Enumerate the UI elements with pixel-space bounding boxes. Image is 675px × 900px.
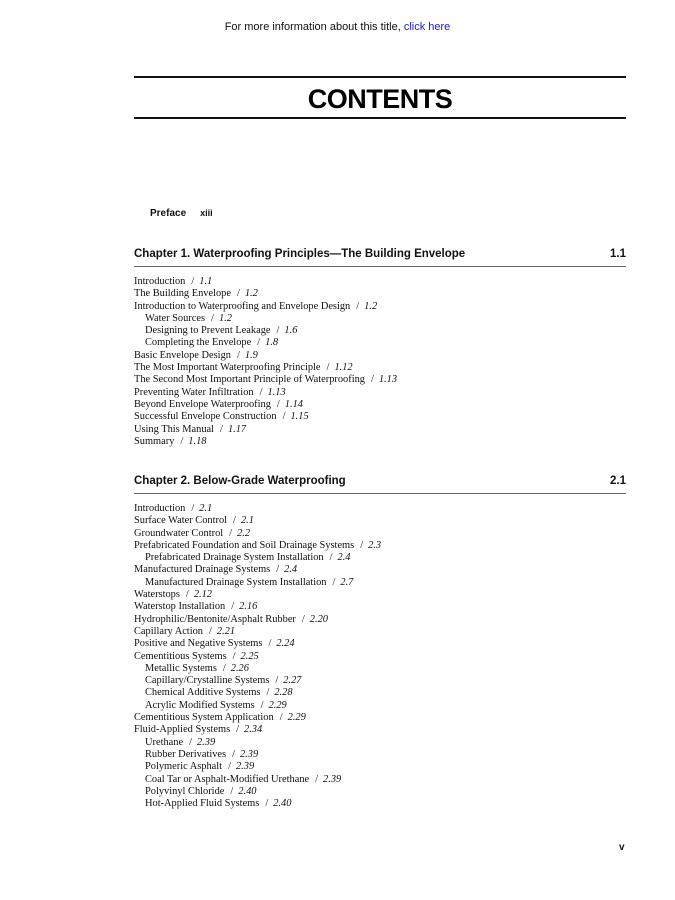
toc-entry-title: Cementitious System Application	[134, 712, 274, 724]
toc-entry[interactable]	[134, 663, 626, 675]
toc-entry-page: 2.3	[368, 539, 382, 551]
info-line	[0, 21, 675, 33]
toc-entry-page: 2.1	[240, 515, 254, 527]
toc-entry-title: Acrylic Modified Systems	[145, 699, 255, 711]
toc-entry[interactable]	[134, 411, 626, 423]
toc-entry[interactable]	[134, 651, 626, 663]
toc-entry-title: Designing to Prevent Leakage	[145, 325, 271, 337]
toc-entry-title: Rubber Derivatives	[145, 748, 227, 760]
toc-entry-title: Introduction	[134, 276, 186, 287]
toc-entry[interactable]	[134, 626, 626, 638]
toc-entry[interactable]	[134, 761, 626, 773]
toc-separator: /	[257, 337, 261, 349]
toc-separator: /	[236, 724, 240, 736]
toc-separator: /	[276, 398, 280, 410]
toc-entry-title: Capillary/Crystalline Systems	[145, 675, 270, 687]
preface-label: Preface	[150, 208, 187, 219]
toc-entry-page: 2.16	[239, 601, 258, 613]
toc-separator: /	[260, 699, 264, 711]
toc-entry[interactable]	[134, 564, 626, 576]
preface-page: xiii	[200, 208, 213, 218]
toc-entry[interactable]	[134, 325, 626, 337]
toc-entry[interactable]	[134, 749, 626, 761]
toc-entry-page: 1.14	[284, 398, 303, 410]
toc-separator: /	[189, 736, 192, 748]
toc-entry-title: Manufactured Drainage System Installation	[145, 576, 327, 588]
toc-entry-title: Using This Manual	[134, 423, 215, 435]
toc-separator: /	[233, 515, 236, 527]
toc-separator: /	[356, 300, 360, 312]
chapter-1-heading[interactable]	[134, 248, 626, 267]
toc-entry[interactable]	[134, 301, 626, 313]
toc-separator: /	[230, 785, 234, 797]
toc-entry-page: 1.2	[364, 300, 378, 312]
toc-entry-page: 1.2	[218, 312, 232, 324]
toc-entry[interactable]	[134, 399, 626, 411]
toc-entry[interactable]	[134, 528, 626, 540]
toc-entry-title: Polymeric Asphalt	[145, 761, 223, 773]
toc-separator: /	[332, 576, 336, 588]
toc-entry[interactable]	[134, 638, 626, 650]
toc-separator: /	[191, 503, 195, 514]
toc-separator: /	[222, 662, 226, 674]
click-here-link[interactable]: click here	[403, 21, 451, 33]
toc-entry-page: 1.2	[244, 288, 258, 300]
toc-entry-title: Polyvinyl Chloride	[145, 785, 225, 797]
toc-separator: /	[276, 564, 280, 576]
page-number: v	[619, 842, 625, 853]
toc-entry-title: The Building Envelope	[134, 288, 231, 300]
preface-entry[interactable]	[150, 208, 213, 219]
toc-entry-title: Fluid-Applied Systems	[134, 724, 231, 736]
toc-entry-page: 2.27	[283, 675, 302, 687]
toc-separator: /	[211, 312, 214, 324]
chapter-title: Chapter 2. Below-Grade Waterproofing	[134, 475, 346, 487]
toc-separator: /	[259, 386, 263, 398]
toc-entry[interactable]	[134, 424, 626, 436]
toc-entry-page: 2.26	[230, 662, 249, 674]
toc-entry-title: Chemical Additive Systems	[145, 687, 261, 699]
toc-entry-title: Completing the Envelope	[145, 337, 252, 349]
toc-separator: /	[326, 362, 330, 374]
chapter-2-entries	[134, 503, 626, 810]
toc-entry-page: 1.9	[244, 349, 258, 361]
toc-entry-page: 2.40	[273, 798, 292, 810]
toc-entry[interactable]	[134, 774, 626, 786]
page-title: CONTENTS	[307, 84, 453, 114]
toc-separator: /	[220, 423, 223, 435]
toc-entry-page: 2.2	[237, 527, 251, 539]
chapter-2-heading[interactable]	[134, 475, 626, 494]
toc-entry[interactable]	[134, 288, 626, 300]
toc-separator: /	[231, 601, 235, 613]
toc-separator: /	[208, 625, 212, 637]
toc-entry[interactable]	[134, 515, 626, 527]
toc-separator: /	[191, 276, 195, 287]
toc-entry[interactable]	[134, 675, 626, 687]
toc-entry-page: 2.4	[284, 564, 298, 576]
toc-entry[interactable]	[134, 724, 626, 736]
toc-entry-page: 2.21	[216, 625, 236, 637]
toc-entry-page: 2.12	[193, 589, 212, 601]
toc-entry-page: 2.29	[287, 712, 306, 724]
toc-entry-title: Coal Tar or Asphalt-Modified Urethane	[145, 773, 310, 785]
toc-entry-page: 2.25	[240, 650, 259, 662]
toc-separator: /	[265, 798, 269, 810]
toc-separator: /	[229, 527, 233, 539]
chapter-page: 1.1	[610, 248, 626, 260]
toc-entry[interactable]	[134, 387, 626, 399]
toc-entry[interactable]	[134, 552, 626, 564]
toc-entry-page: 2.24	[276, 638, 295, 650]
toc-entry-page: 2.4	[337, 552, 351, 564]
toc-entry-page: 1.12	[334, 362, 353, 374]
toc-entry-title: Capillary Action	[134, 625, 203, 637]
toc-entry-page: 2.39	[239, 748, 259, 760]
toc-entry-title: Basic Envelope Design	[134, 349, 231, 361]
toc-separator: /	[228, 761, 231, 773]
toc-separator: /	[276, 325, 280, 337]
toc-entry-title: Successful Envelope Construction	[134, 411, 277, 423]
toc-separator: /	[329, 552, 333, 564]
toc-entry-title: Beyond Envelope Waterproofing	[134, 398, 271, 410]
toc-entry[interactable]	[134, 436, 626, 448]
toc-entry-title: Hot-Applied Fluid Systems	[145, 798, 260, 810]
toc-entry-page: 2.40	[238, 785, 257, 797]
toc-entry[interactable]	[134, 700, 626, 712]
toc-entry[interactable]	[134, 362, 626, 374]
toc-entry-title: Waterstops	[134, 589, 180, 601]
toc-entry[interactable]	[134, 601, 626, 613]
toc-entry-page: 2.1	[199, 503, 213, 514]
chapter-1-entries	[134, 276, 626, 448]
toc-entry-page: 1.8	[265, 337, 279, 349]
toc-separator: /	[236, 288, 240, 300]
toc-entry[interactable]	[134, 786, 626, 798]
toc-entry[interactable]	[134, 313, 626, 325]
toc-separator: /	[282, 411, 286, 423]
toc-entry-page: 2.29	[268, 699, 287, 711]
toc-entry-page: 2.7	[340, 576, 354, 588]
title-rule-top	[134, 76, 626, 78]
toc-separator: /	[185, 589, 189, 601]
toc-entry-title: Manufactured Drainage Systems	[134, 564, 271, 576]
toc-entry-title: Summary	[134, 435, 175, 447]
toc-entry[interactable]	[134, 589, 626, 601]
toc-entry[interactable]	[134, 798, 626, 810]
toc-entry[interactable]	[134, 614, 626, 626]
toc-entry-page: 2.39	[196, 736, 216, 748]
toc-entry[interactable]	[134, 577, 626, 589]
info-text: For more information about this title,	[224, 21, 401, 33]
toc-entry-title: Groundwater Control	[134, 527, 224, 539]
toc-entry-title: The Most Important Waterproofing Principle	[134, 362, 321, 374]
toc-entry[interactable]	[134, 350, 626, 362]
toc-entry-page: 1.17	[227, 423, 247, 435]
toc-entry[interactable]	[134, 540, 626, 552]
toc-entry-title: Metallic Systems	[145, 662, 217, 674]
toc-entry-title: Prefabricated Drainage System Installation	[145, 552, 324, 564]
toc-entry-title: Cementitious Systems	[134, 650, 227, 662]
toc-separator: /	[275, 675, 279, 687]
toc-separator: /	[301, 613, 305, 625]
toc-entry-title: Positive and Negative Systems	[134, 638, 263, 650]
toc-entry-title: Introduction	[134, 503, 186, 514]
toc-separator: /	[266, 687, 270, 699]
toc-entry[interactable]	[134, 737, 626, 749]
toc-entry-page: 1.15	[290, 411, 309, 423]
toc-entry-title: Introduction to Waterproofing and Envelope Design	[134, 300, 351, 312]
toc-entry-page: 1.13	[267, 386, 286, 398]
toc-separator: /	[360, 539, 364, 551]
toc-entry-page: 2.34	[244, 724, 263, 736]
toc-entry[interactable]	[134, 712, 626, 724]
title-rule-bottom	[134, 117, 626, 119]
toc-entry-page: 1.1	[199, 276, 213, 287]
toc-entry-title: Urethane	[145, 736, 184, 748]
toc-entry-page: 1.13	[378, 374, 398, 386]
toc-entry-page: 2.20	[309, 613, 328, 625]
toc-separator: /	[180, 435, 184, 447]
toc-entry[interactable]	[134, 337, 626, 349]
toc-entry[interactable]	[134, 374, 626, 386]
toc-entry-page: 2.39	[235, 761, 255, 773]
toc-entry-page: 2.39	[323, 773, 342, 785]
toc-entry-title: Preventing Water Infiltration	[134, 386, 254, 398]
toc-entry-page: 2.28	[274, 687, 293, 699]
toc-entry-title: Surface Water Control	[134, 515, 228, 527]
toc-entry-title: Waterstop Installation	[134, 601, 226, 613]
toc-entry-title: The Second Most Important Principle of Waterproofing	[134, 374, 365, 386]
toc-separator: /	[370, 374, 374, 386]
toc-separator: /	[279, 712, 283, 724]
toc-separator: /	[232, 748, 235, 760]
toc-separator: /	[236, 349, 240, 361]
toc-entry-title: Water Sources	[145, 312, 206, 324]
toc-entry[interactable]	[134, 503, 626, 515]
toc-entry[interactable]	[134, 276, 626, 288]
toc-entry-page: 1.18	[188, 435, 207, 447]
chapter-page: 2.1	[610, 475, 626, 487]
toc-entry-page: 1.6	[284, 325, 298, 337]
toc-entry-title: Hydrophilic/Bentonite/Asphalt Rubber	[134, 613, 296, 625]
toc-separator: /	[232, 650, 236, 662]
chapter-title: Chapter 1. Waterproofing Principles—The Building Envelope	[134, 248, 466, 260]
toc-entry[interactable]	[134, 687, 626, 699]
toc-separator: /	[315, 773, 319, 785]
toc-separator: /	[268, 638, 272, 650]
toc-entry-title: Prefabricated Foundation and Soil Drainage Systems	[134, 539, 355, 551]
